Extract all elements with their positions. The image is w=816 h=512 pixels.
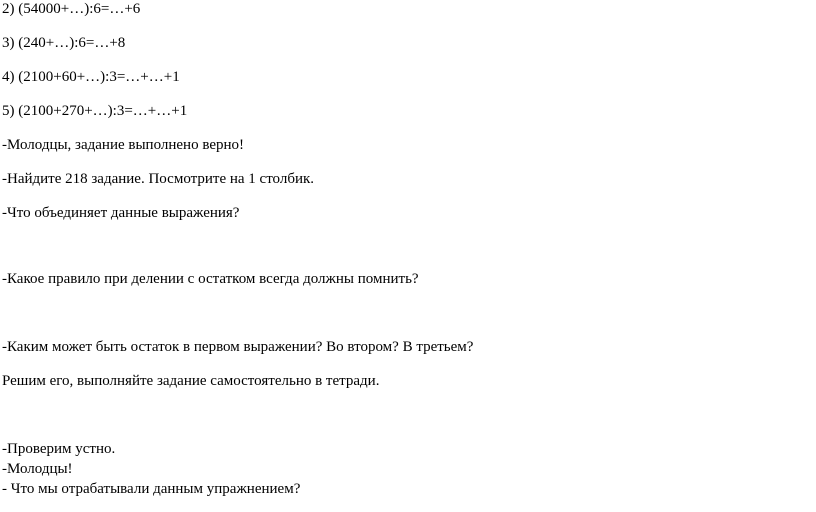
praise-line-2: -Молодцы! (2, 461, 73, 477)
solve-instruction: Решим его, выполняйте задание самостоятельно в тетради. (2, 373, 380, 389)
expression-line-3: 3) (240+…):6=…+8 (2, 35, 126, 51)
question-practice: - Что мы отрабатывали данным упражнением? (2, 481, 301, 497)
question-rule: -Какое правило при делении с остатком всегда должны помнить? (2, 271, 419, 287)
question-common: -Что объединяет данные выражения? (2, 205, 240, 221)
expression-line-5: 5) (2100+270+…):3=…+…+1 (2, 103, 188, 119)
check-orally: -Проверим устно. (2, 441, 116, 457)
expression-line-4: 4) (2100+60+…):3=…+…+1 (2, 69, 180, 85)
question-remainder: -Каким может быть остаток в первом выражении? Во втором? В третьем? (2, 339, 474, 355)
task-instruction: -Найдите 218 задание. Посмотрите на 1 столбик. (2, 171, 315, 187)
praise-line: -Молодцы, задание выполнено верно! (2, 137, 244, 153)
expression-line-2: 2) (54000+…):6=…+6 (2, 1, 141, 17)
